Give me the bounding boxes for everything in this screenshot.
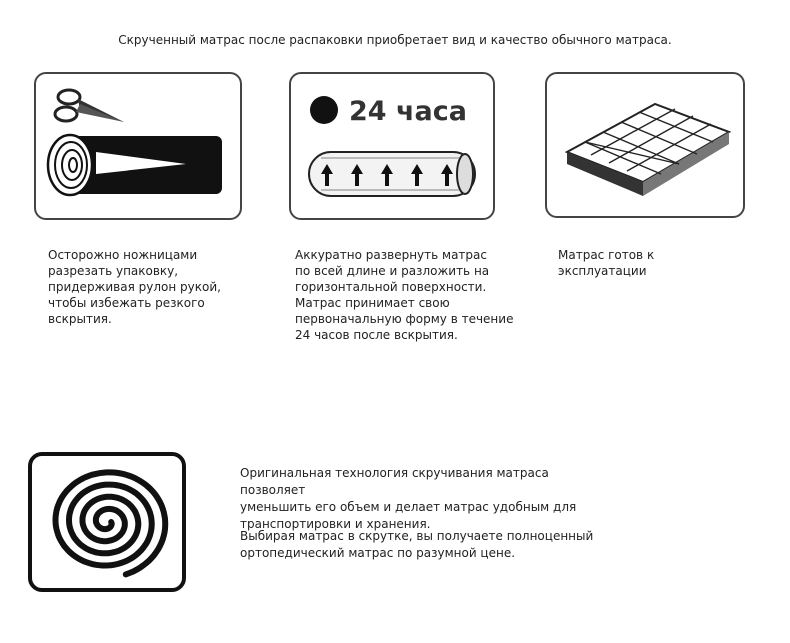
step-2-caption: Аккуратно развернуть матрас по всей длине и разложить на горизонтальной поверхности. Матрас принимает свою первоначальную форму в течение 24 часов после вскрытия. xyxy=(295,248,514,342)
step-1-caption: Осторожно ножницами разрезать упаковку, придерживая рулон рукой, чтобы избежать резкого вскрытия. xyxy=(48,248,221,326)
step-2-icon-box xyxy=(289,72,495,220)
hours-badge: 24 часа xyxy=(349,96,467,127)
intro-text: Скрученный матрас после распаковки приобретает вид и качество обычного матраса. xyxy=(118,33,672,47)
step-1-icon-box xyxy=(34,72,242,220)
scissors-roll-icon xyxy=(36,74,242,220)
step-3-caption: Матрас готов к эксплуатации xyxy=(558,248,655,278)
step-3-icon-box xyxy=(545,72,745,218)
technology-paragraph-1: Оригинальная технология скручивания матраса позволяет уменьшить его объем и делает матрас удобным для транспортировки и хранения. xyxy=(240,466,577,531)
spiral-icon-box xyxy=(28,452,186,592)
unroll-24h-icon xyxy=(291,74,495,220)
mattress-icon xyxy=(547,74,745,218)
spiral-icon xyxy=(32,456,182,588)
dot-icon xyxy=(310,96,338,124)
technology-paragraph-2: Выбирая матрас в скрутке, вы получаете полноценный ортопедический матрас по разумной цене. xyxy=(240,529,594,560)
